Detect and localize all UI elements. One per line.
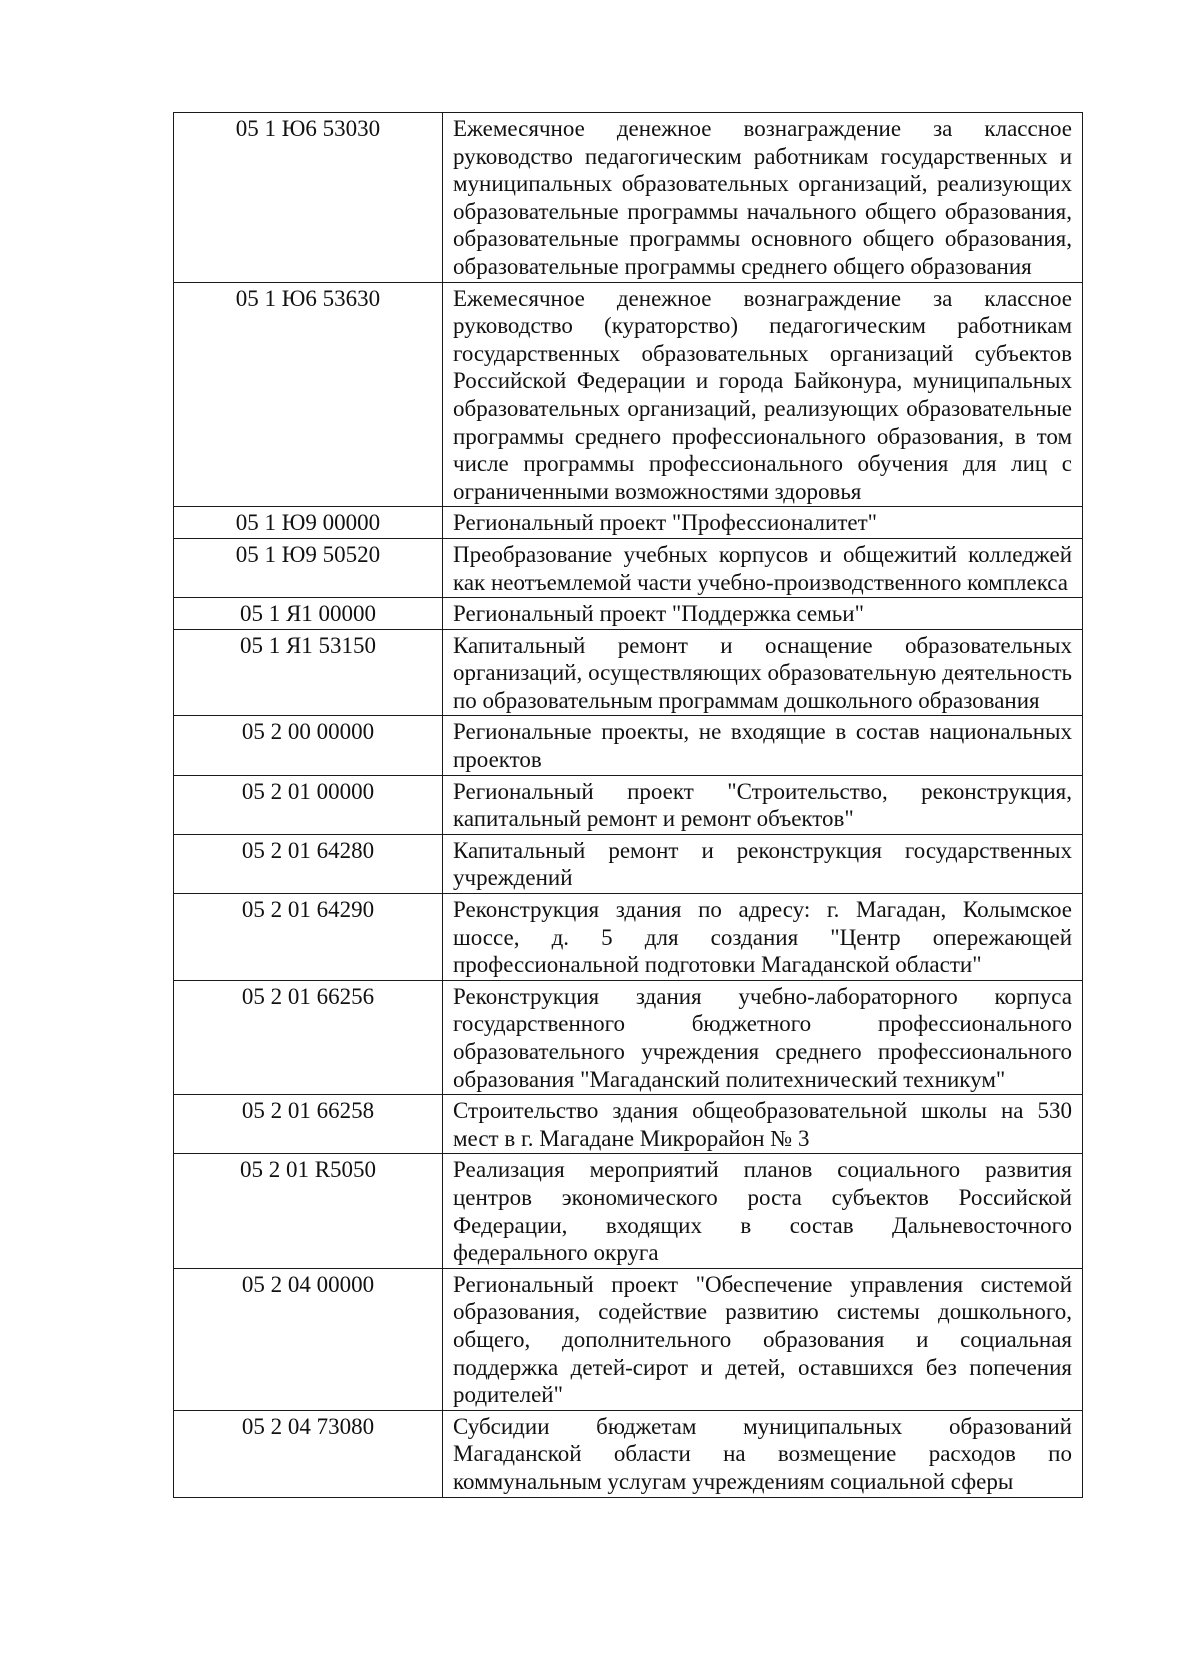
row-code: 05 2 04 00000 xyxy=(174,1268,443,1410)
row-code: 05 1 Ю9 50520 xyxy=(174,538,443,597)
row-description: Региональный проект "Обеспечение управления системой образования, содействие развитию системы дошкольного, общего, дополнительного образования и социальная поддержка детей-сирот и детей, оставшихся без попечения родителей" xyxy=(443,1268,1083,1410)
row-description: Строительство здания общеобразовательной школы на 530 мест в г. Магадане Микрорайон № 3 xyxy=(443,1095,1083,1154)
table-row xyxy=(174,1268,1083,1410)
table-row xyxy=(174,775,1083,834)
row-code: 05 2 00 00000 xyxy=(174,716,443,775)
table-row xyxy=(174,1154,1083,1268)
row-code: 05 2 01 66256 xyxy=(174,980,443,1094)
row-description: Региональный проект "Поддержка семьи" xyxy=(443,598,1083,630)
table-row xyxy=(174,980,1083,1094)
row-code: 05 2 01 R5050 xyxy=(174,1154,443,1268)
table-row xyxy=(174,1410,1083,1497)
table-row xyxy=(174,629,1083,716)
row-description: Преобразование учебных корпусов и общежитий колледжей как неотъемлемой части учебно-производственного комплекса xyxy=(443,538,1083,597)
table-body xyxy=(174,113,1083,1498)
row-description: Ежемесячное денежное вознаграждение за классное руководство педагогическим работникам государственных и муниципальных образовательных организаций, реализующих образовательные программы начального общего образования, образовательные программы основного общего образования, образовательные программы среднего общего образования xyxy=(443,113,1083,283)
row-description: Капитальный ремонт и реконструкция государственных учреждений xyxy=(443,834,1083,893)
table-row xyxy=(174,834,1083,893)
row-description: Реконструкция здания учебно-лабораторного корпуса государственного бюджетного профессионального образовательного учреждения среднего профессионального образования "Магаданский политехнический техникум" xyxy=(443,980,1083,1094)
table-row xyxy=(174,598,1083,630)
row-description: Субсидии бюджетам муниципальных образований Магаданской области на возмещение расходов по коммунальным услугам учреждениям социальной сферы xyxy=(443,1410,1083,1497)
row-code: 05 1 Я1 53150 xyxy=(174,629,443,716)
row-description: Региональные проекты, не входящие в состав национальных проектов xyxy=(443,716,1083,775)
row-description: Ежемесячное денежное вознаграждение за классное руководство (кураторство) педагогическим работникам государственных образовательных организаций субъектов Российской Федерации и города Байконура, муниципальных образовательных организаций, реализующих образовательные программы среднего профессионального образования, в том числе программы профессионального обучения для лиц с ограниченными возможностями здоровья xyxy=(443,282,1083,507)
table-row xyxy=(174,716,1083,775)
row-description: Региональный проект "Профессионалитет" xyxy=(443,507,1083,539)
table-row xyxy=(174,113,1083,283)
row-description: Реконструкция здания по адресу: г. Магадан, Колымское шоссе, д. 5 для создания "Центр опережающей профессиональной подготовки Магаданской области" xyxy=(443,894,1083,981)
row-description: Реализация мероприятий планов социального развития центров экономического роста субъектов Российской Федерации, входящих в состав Дальневосточного федерального округа xyxy=(443,1154,1083,1268)
table-row xyxy=(174,538,1083,597)
row-description: Региональный проект "Строительство, реконструкция, капитальный ремонт и ремонт объектов" xyxy=(443,775,1083,834)
row-code: 05 1 Я1 00000 xyxy=(174,598,443,630)
table-row xyxy=(174,1095,1083,1154)
row-code: 05 2 01 66258 xyxy=(174,1095,443,1154)
row-description: Капитальный ремонт и оснащение образовательных организаций, осуществляющих образовательную деятельность по образовательным программам дошкольного образования xyxy=(443,629,1083,716)
row-code: 05 1 Ю9 00000 xyxy=(174,507,443,539)
table-row xyxy=(174,507,1083,539)
row-code: 05 2 01 64290 xyxy=(174,894,443,981)
row-code: 05 1 Ю6 53630 xyxy=(174,282,443,507)
row-code: 05 2 01 00000 xyxy=(174,775,443,834)
budget-classification-table xyxy=(173,112,1083,1498)
row-code: 05 2 04 73080 xyxy=(174,1410,443,1497)
row-code: 05 1 Ю6 53030 xyxy=(174,113,443,283)
row-code: 05 2 01 64280 xyxy=(174,834,443,893)
table-row xyxy=(174,282,1083,507)
table-row xyxy=(174,894,1083,981)
